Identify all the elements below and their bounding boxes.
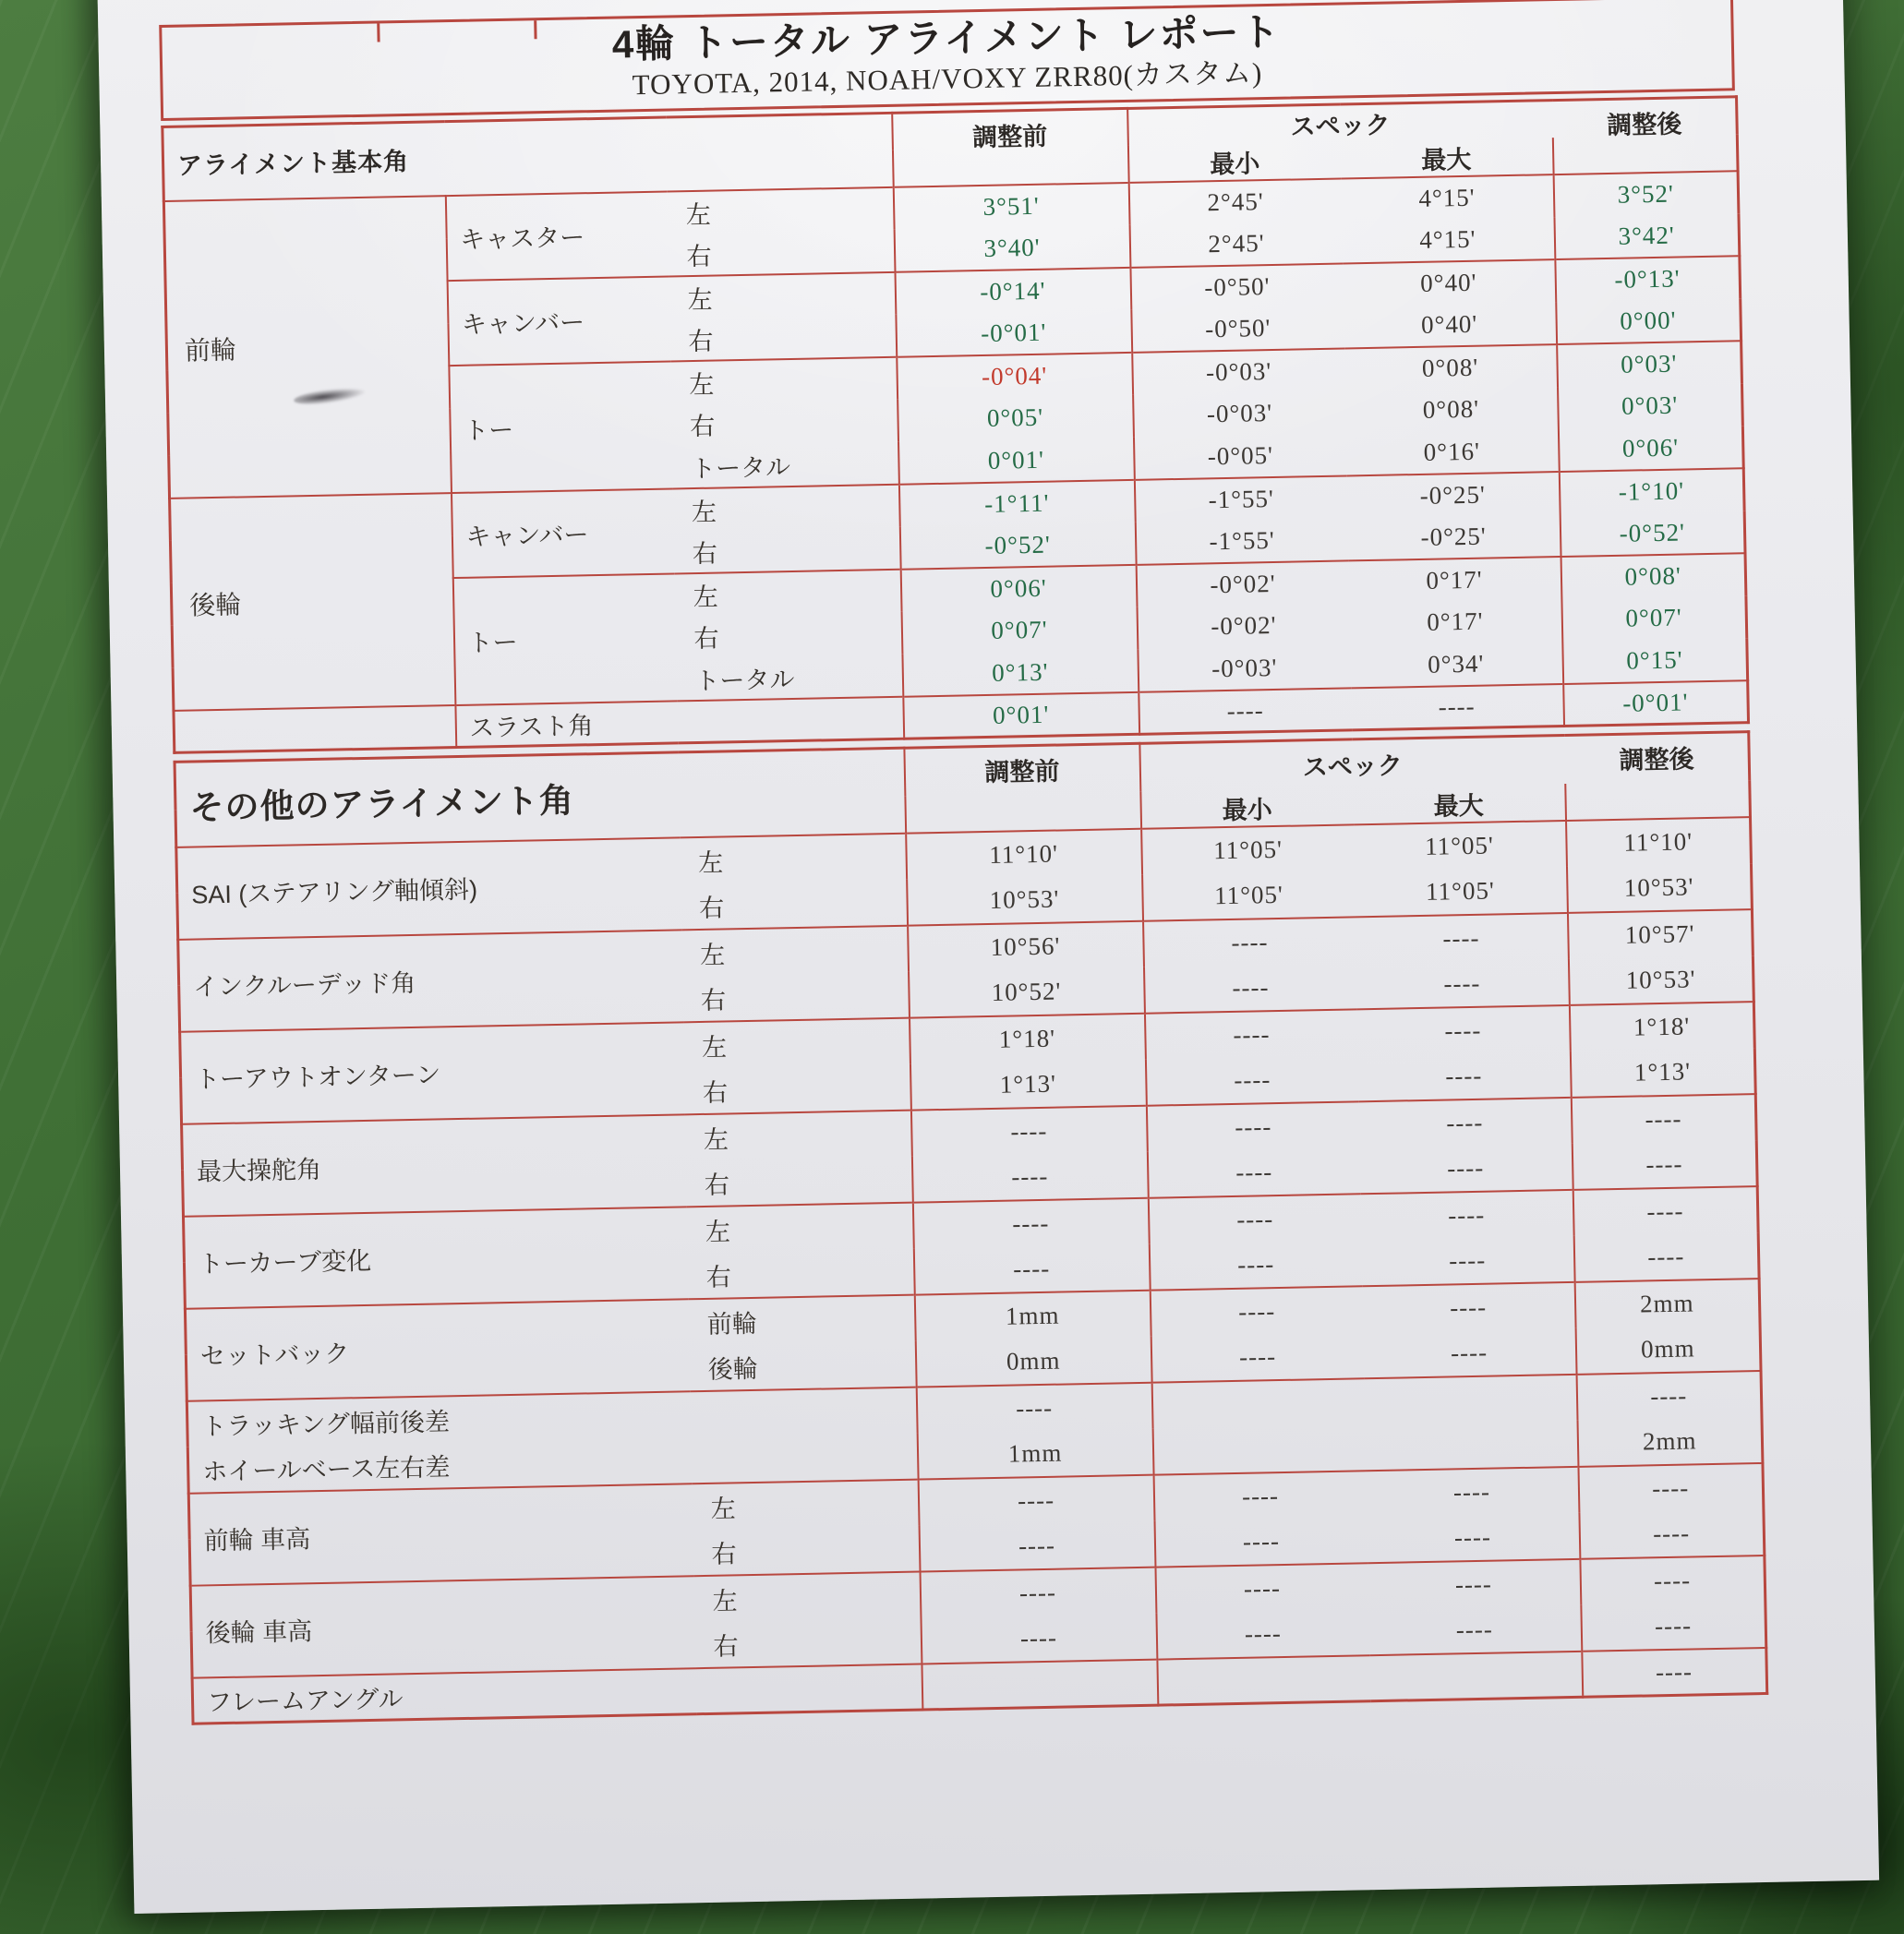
- value-cell: ----: [1358, 1098, 1572, 1147]
- value-cell: 3°51': [893, 183, 1129, 230]
- value-cell: 10°57': [1567, 909, 1753, 959]
- value-cell: 0°06': [1621, 433, 1680, 462]
- parameter-label: セットバック: [185, 1299, 690, 1400]
- side-label: 前輪: [688, 1295, 915, 1346]
- value-cell: ----: [1242, 1526, 1281, 1556]
- value-cell: 11°05': [1141, 824, 1355, 874]
- value-cell: 0°00': [1620, 306, 1677, 335]
- value-cell: -1°55': [1209, 525, 1276, 556]
- value-cell: 4°15': [1342, 217, 1555, 263]
- side-label: 右: [671, 400, 898, 447]
- side-label: 左: [683, 1018, 910, 1069]
- value-cell: ----: [1571, 1094, 1756, 1144]
- parameter-label: 前輪 車高: [188, 1484, 693, 1585]
- value-cell: ----: [1238, 1342, 1277, 1371]
- value-cell: 3°40': [894, 225, 1130, 272]
- side-label: 左: [680, 834, 907, 884]
- value-cell: 0mm: [1640, 1334, 1695, 1363]
- value-cell: [922, 1660, 1158, 1711]
- wheel-group-label: 後輪: [170, 493, 455, 711]
- parameter-label: インクルーデッド角: [178, 930, 683, 1031]
- value-cell: 1mm: [917, 1429, 1153, 1480]
- value-cell: 0°40': [1343, 259, 1556, 306]
- value-cell: ----: [1351, 684, 1564, 730]
- value-cell: -1°55': [1134, 475, 1347, 522]
- value-cell: ----: [1356, 959, 1569, 1009]
- value-cell: -0°02': [1211, 611, 1277, 641]
- value-cell: ----: [1652, 1519, 1691, 1548]
- value-cell: ----: [1153, 1471, 1367, 1520]
- value-cell: 4°15': [1341, 174, 1554, 221]
- value-cell: 0°08': [1561, 553, 1746, 599]
- value-cell: ----: [1236, 1250, 1275, 1279]
- value-cell: ----: [1645, 1149, 1683, 1179]
- value-cell: [1151, 1378, 1365, 1428]
- value-cell: ----: [1578, 1463, 1764, 1513]
- value-cell: 1mm: [914, 1291, 1151, 1341]
- value-cell: 0°01': [898, 438, 1135, 485]
- value-cell: ----: [1150, 1286, 1363, 1336]
- value-cell: ----: [1361, 1236, 1574, 1286]
- value-cell: 3°52': [1553, 171, 1739, 217]
- value-cell: [1152, 1424, 1366, 1474]
- basic-alignment-angles-table: [161, 95, 1750, 754]
- value-cell: -0°03': [1206, 399, 1273, 428]
- side-label: トータル: [676, 655, 903, 702]
- value-cell: 10°53': [1623, 872, 1694, 902]
- value-cell: 10°53': [1625, 965, 1696, 994]
- value-cell: 11°10': [1566, 817, 1752, 867]
- column-header-spec: スペック: [1290, 111, 1391, 141]
- value-cell: 0°34': [1350, 642, 1563, 688]
- value-cell: 2mm: [1642, 1426, 1697, 1456]
- side-label: 後輪: [689, 1341, 916, 1392]
- value-cell: -0°25': [1347, 514, 1561, 560]
- value-cell: 0°13': [902, 650, 1139, 697]
- column-header-after: 調整後: [1607, 110, 1682, 139]
- value-cell: ----: [920, 1568, 1156, 1618]
- value-cell: ----: [1148, 1194, 1361, 1243]
- value-cell: ----: [1654, 1611, 1693, 1640]
- side-label: 左: [684, 1111, 911, 1161]
- value-cell: ----: [1356, 1005, 1570, 1055]
- value-cell: ----: [1139, 688, 1352, 734]
- wheel-group-label: [174, 705, 456, 753]
- column-header-max: 最大: [1353, 784, 1566, 824]
- value-cell: ----: [1355, 913, 1568, 963]
- parameter-label: キャンバー: [447, 276, 670, 366]
- value-cell: ----: [1363, 1328, 1576, 1378]
- value-cell: ----: [913, 1244, 1150, 1295]
- value-cell: ----: [1146, 1101, 1359, 1151]
- value-cell: -0°52': [1619, 518, 1686, 547]
- value-cell: 0°40': [1344, 302, 1557, 348]
- side-label: 左: [681, 926, 909, 977]
- value-cell: 0°17': [1349, 599, 1562, 645]
- value-cell: ----: [1360, 1190, 1573, 1240]
- value-cell: 11°05': [1355, 867, 1568, 917]
- value-cell: ----: [911, 1152, 1148, 1203]
- value-cell: ----: [921, 1614, 1157, 1664]
- value-cell: ----: [1244, 1618, 1283, 1648]
- value-cell: 3°42': [1618, 221, 1675, 250]
- value-cell: [1157, 1655, 1370, 1705]
- value-cell: -0°14': [895, 268, 1131, 315]
- wheel-group-label: 前輪: [163, 196, 451, 499]
- value-cell: 11°05': [1213, 880, 1284, 910]
- parameter-label: トラッキング幅前後差: [187, 1387, 917, 1447]
- value-cell: ----: [1155, 1563, 1368, 1613]
- value-cell: ----: [1362, 1282, 1575, 1332]
- value-cell: 1°18': [1569, 1002, 1754, 1051]
- report-paper: [97, 0, 1879, 1914]
- value-cell: ----: [1366, 1467, 1579, 1517]
- value-cell: ----: [1357, 1051, 1571, 1101]
- value-cell: 1°18': [910, 1014, 1146, 1064]
- side-label: 右: [682, 972, 910, 1023]
- value-cell: 0°07': [901, 607, 1138, 655]
- value-cell: 1°13': [1633, 1057, 1692, 1087]
- column-header-min: 最小: [1222, 796, 1273, 825]
- side-label: 右: [675, 612, 902, 659]
- side-label: 左: [674, 570, 901, 617]
- side-label: 左: [667, 187, 894, 234]
- value-cell: ----: [1368, 1559, 1581, 1609]
- value-cell: 11°05': [1354, 821, 1567, 871]
- basic-angles-body: [163, 171, 1748, 753]
- value-cell: [1364, 1375, 1577, 1424]
- value-cell: -0°25': [1346, 472, 1560, 518]
- value-cell: -1°11': [898, 480, 1135, 527]
- parameter-label: スラスト角: [455, 697, 904, 748]
- value-cell: 0°17': [1348, 557, 1561, 603]
- value-cell: 0°06': [900, 565, 1137, 612]
- column-header-max: 最大: [1340, 138, 1553, 178]
- side-label: 右: [681, 880, 908, 931]
- value-cell: ----: [1232, 973, 1270, 1002]
- value-cell: 0°08': [1344, 344, 1558, 390]
- side-label: 右: [693, 1525, 920, 1576]
- side-label: 左: [670, 357, 898, 404]
- column-header-spec: スペック: [1302, 751, 1404, 782]
- table-line-stub: [534, 20, 536, 39]
- value-cell: ----: [1143, 917, 1356, 967]
- value-cell: 10°56': [908, 921, 1144, 972]
- value-cell: ----: [1647, 1242, 1685, 1271]
- side-label: 右: [694, 1617, 922, 1668]
- value-cell: ----: [919, 1521, 1155, 1572]
- value-cell: ----: [1576, 1371, 1762, 1421]
- parameter-label: SAI (ステアリング軸傾斜): [176, 837, 681, 939]
- other-alignment-angles-table: [174, 731, 1769, 1726]
- value-cell: 0°08': [1345, 387, 1559, 433]
- side-label: 右: [684, 1064, 911, 1115]
- parameter-label: キャンバー: [451, 488, 674, 578]
- side-label: 右: [687, 1249, 914, 1300]
- value-cell: -1°10': [1559, 468, 1744, 514]
- value-cell: 0mm: [915, 1337, 1151, 1387]
- value-cell: [1369, 1652, 1583, 1701]
- column-header-min: 最小: [1210, 150, 1260, 179]
- value-cell: 0°15': [1626, 645, 1683, 675]
- value-cell: ----: [1359, 1144, 1573, 1194]
- value-cell: -0°50': [1130, 263, 1344, 309]
- value-cell: 1°13': [910, 1060, 1146, 1111]
- value-cell: ----: [1235, 1158, 1273, 1186]
- column-header-after: 調整後: [1619, 745, 1694, 775]
- report-title: 4輪 トータル アライメント レポート: [611, 9, 1282, 66]
- parameter-label: フレームアングル: [192, 1664, 922, 1724]
- side-label: 右: [673, 527, 900, 574]
- value-cell: 2°45': [1208, 229, 1265, 258]
- value-cell: ----: [918, 1475, 1154, 1526]
- value-cell: -0°01': [1563, 680, 1749, 727]
- value-cell: 2mm: [1574, 1279, 1760, 1328]
- value-cell: ----: [910, 1106, 1147, 1157]
- side-label: 右: [669, 315, 897, 362]
- value-cell: ----: [1582, 1648, 1767, 1698]
- value-cell: ----: [912, 1198, 1149, 1249]
- value-cell: 0°03': [1557, 341, 1742, 387]
- section1-heading: アライメント基本角: [163, 113, 893, 201]
- side-label: トータル: [672, 442, 899, 489]
- parameter-label: 最大操舵角: [182, 1114, 687, 1216]
- value-cell: 11°10': [906, 829, 1142, 880]
- table-line-stub: [377, 23, 380, 42]
- side-label: 右: [668, 230, 895, 277]
- value-cell: 0°16': [1345, 429, 1559, 475]
- parameter-label: キャスター: [445, 191, 669, 281]
- parameter-label: トー: [449, 361, 673, 493]
- value-cell: -0°50': [1204, 313, 1271, 343]
- value-cell: 10°53': [907, 875, 1143, 926]
- value-cell: ----: [1367, 1513, 1580, 1563]
- side-label: 右: [685, 1157, 912, 1207]
- side-label: 左: [693, 1571, 921, 1622]
- value-cell: -0°02': [1136, 560, 1349, 607]
- column-header-before: 調整前: [904, 744, 1141, 834]
- value-cell: [1365, 1421, 1578, 1471]
- other-angles-body: [176, 817, 1767, 1724]
- value-cell: ----: [1144, 1009, 1357, 1059]
- section2-heading: その他のアライメント角: [175, 749, 906, 847]
- column-header-before: 調整前: [892, 108, 1128, 186]
- value-cell: 0°07': [1625, 603, 1682, 633]
- value-cell: ----: [1580, 1556, 1765, 1605]
- side-label: 左: [669, 272, 896, 319]
- value-cell: -0°52': [899, 523, 1136, 570]
- parameter-label: ホイールベース左右差: [187, 1434, 918, 1494]
- value-cell: ----: [916, 1383, 1152, 1434]
- value-cell: -0°03': [1211, 653, 1278, 683]
- value-cell: 0°01': [903, 692, 1139, 739]
- value-cell: ----: [1368, 1605, 1582, 1655]
- report-content: [159, 0, 1765, 1725]
- side-label: 左: [672, 485, 899, 532]
- value-cell: -0°05': [1207, 440, 1274, 471]
- side-label: 左: [692, 1480, 919, 1531]
- value-cell: 10°52': [909, 967, 1145, 1018]
- value-cell: 2°45': [1128, 178, 1342, 224]
- parameter-label: 後輪 車高: [190, 1576, 695, 1677]
- parameter-label: トーアウトオンターン: [180, 1022, 685, 1123]
- parameter-label: トー: [452, 573, 677, 705]
- vehicle-subtitle: TOYOTA, 2014, NOAH/VOXY ZRR80(カスタム): [632, 56, 1263, 102]
- value-cell: -0°01': [896, 310, 1132, 357]
- value-cell: ----: [1573, 1186, 1758, 1236]
- value-cell: 0°03': [1621, 390, 1679, 421]
- value-cell: ----: [1234, 1065, 1271, 1094]
- value-cell: -0°03': [1132, 348, 1345, 394]
- parameter-label: トーカーブ変化: [183, 1207, 688, 1308]
- value-cell: -0°13': [1555, 256, 1741, 302]
- value-cell: -0°04': [897, 353, 1133, 400]
- value-cell: 0°05': [898, 395, 1134, 442]
- side-label: 左: [686, 1203, 913, 1254]
